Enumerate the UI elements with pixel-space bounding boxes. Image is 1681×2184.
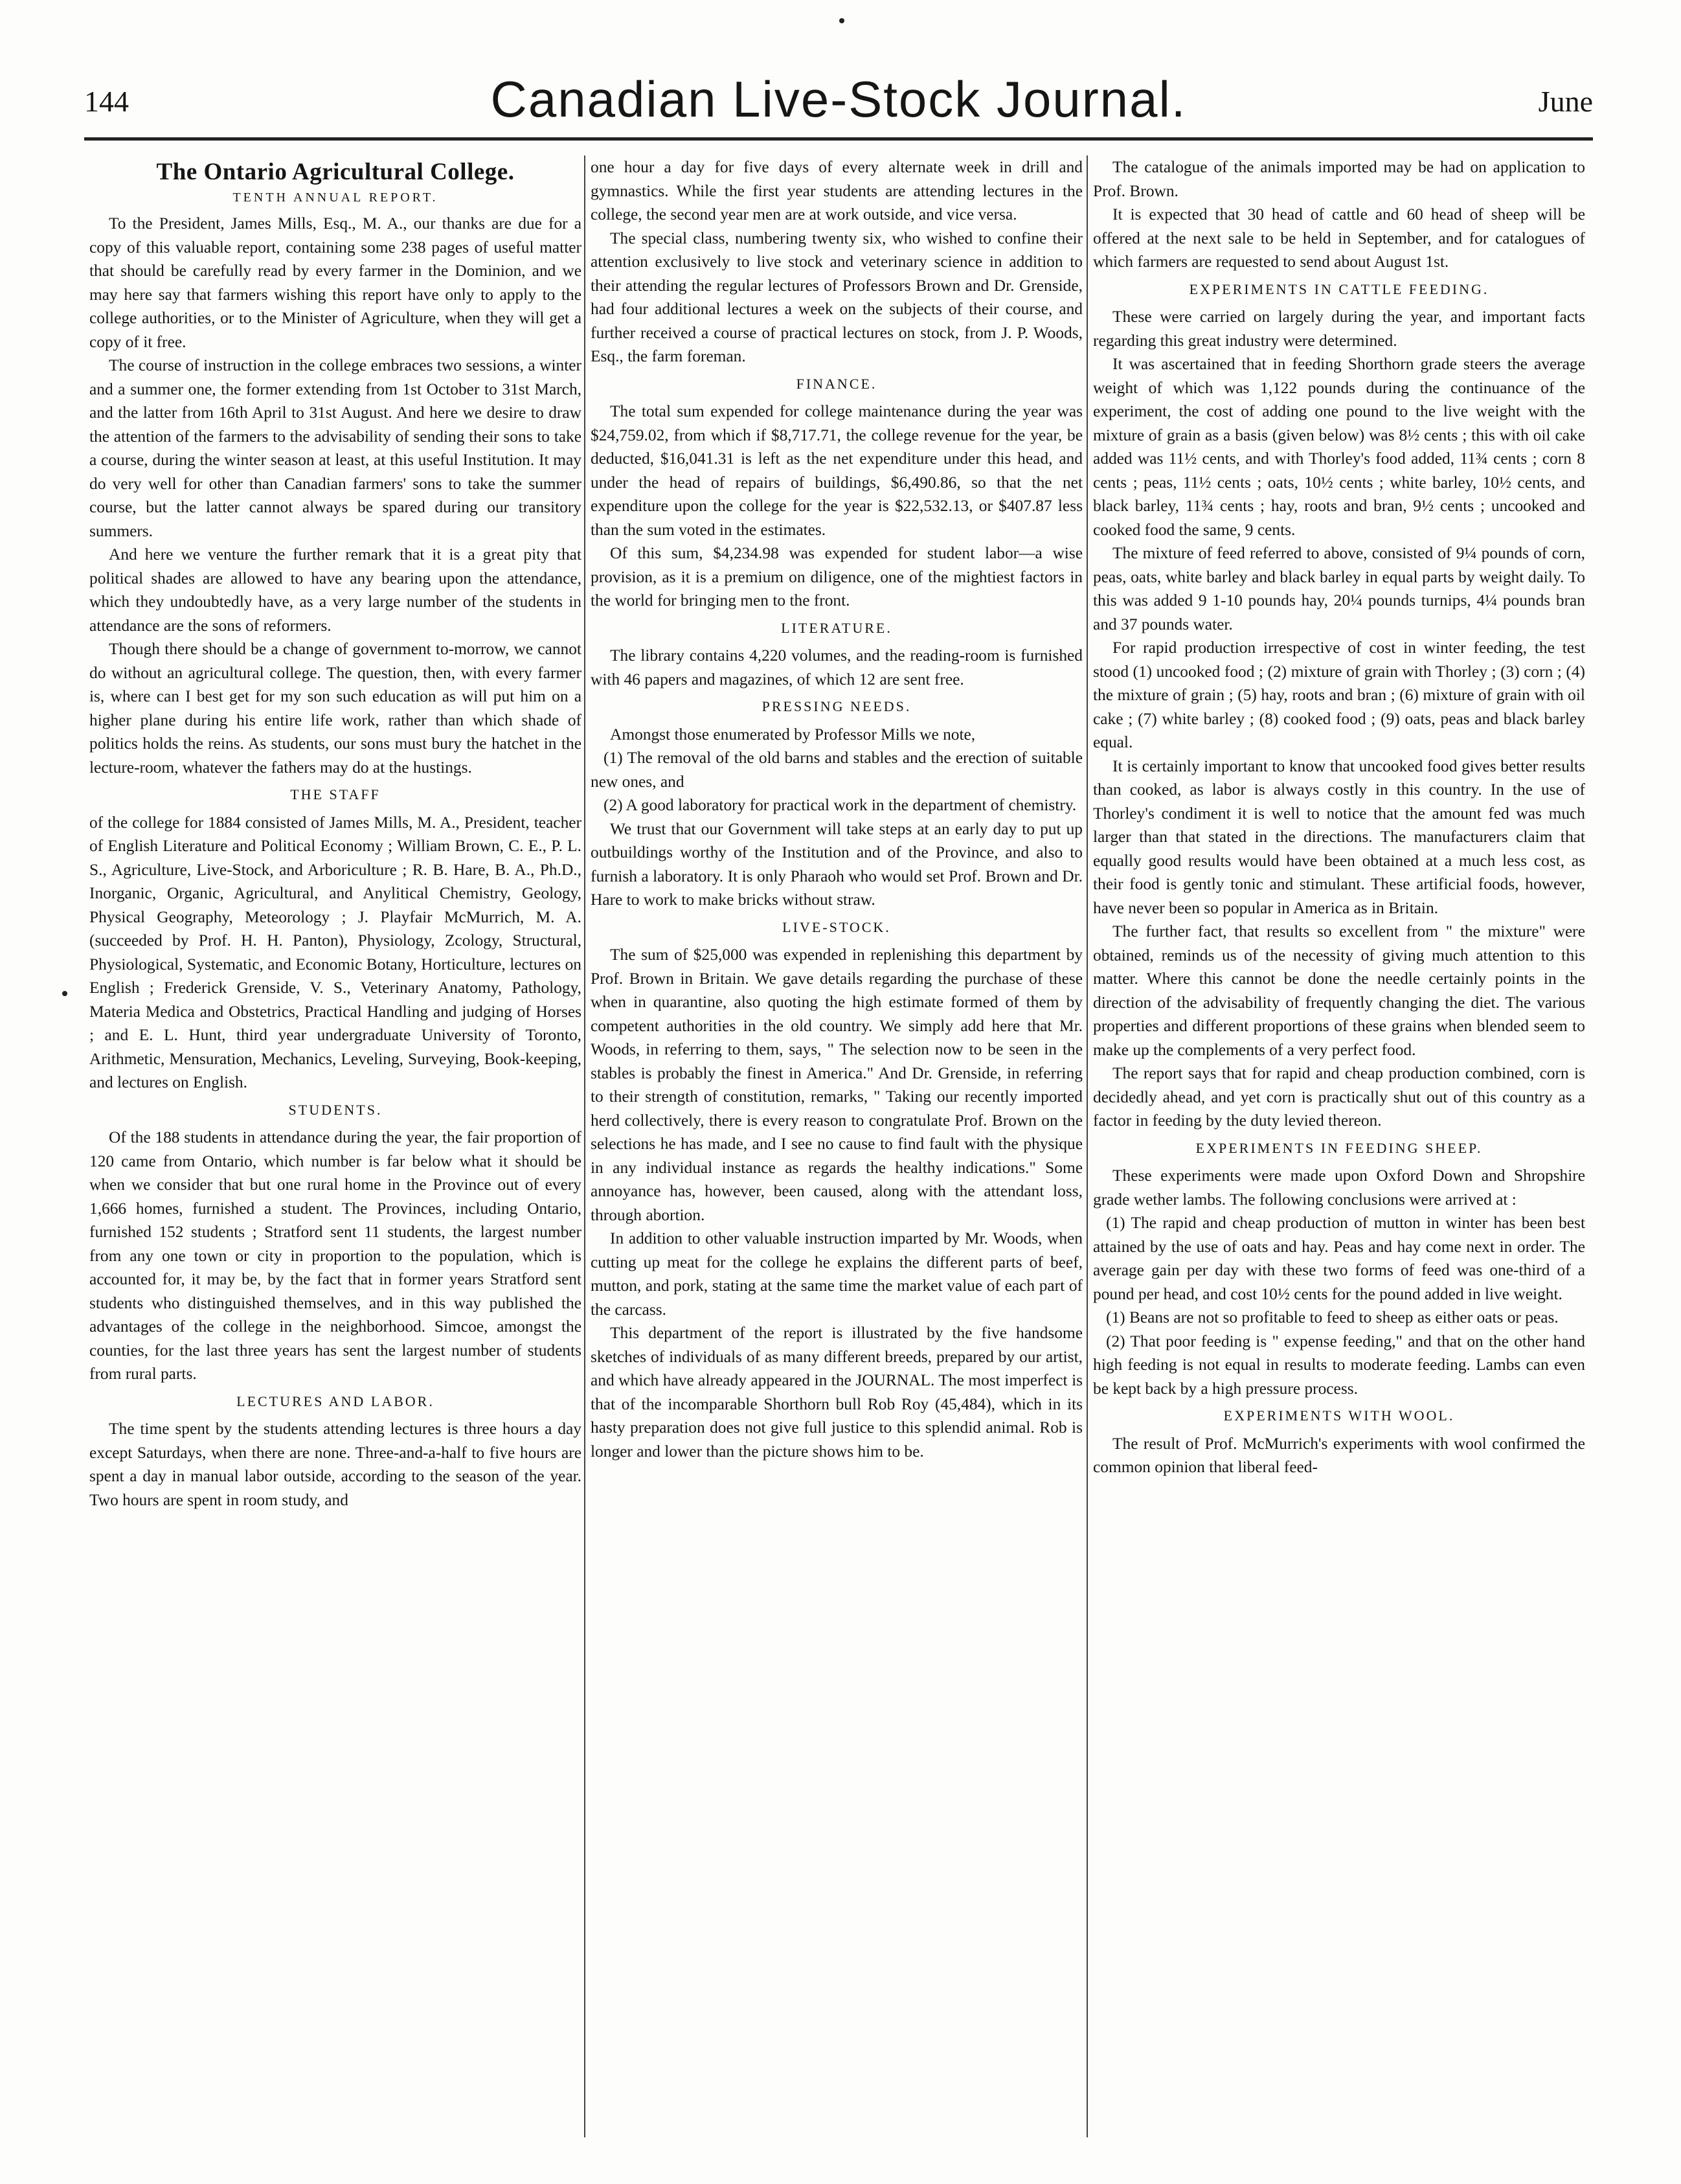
paragraph: The catalogue of the animals imported may be had on application to Prof. Brown. <box>1093 158 1585 200</box>
paragraph: Of the 188 students in attendance during the year, the fair proportion of 120 came from Ontario, which number is far below what it should be when we consider that but one rural home in the Province out of every 1,666 homes, furnished a student. The Provinces, including Ontario, furnished 152 students ; Stratford sent 11 students, the largest number from any one town or city in proportion to the population, which is accounted for, it may be, by the fact that in former years Stratford sent students who distinguished themselves, and in this way published the advantages of the college in the neighborhood. Simcoe, amongst the counties, for the last three years has sent the largest number of students from rural parts. <box>89 1128 581 1383</box>
paragraph: We trust that our Government will take steps at an early day to put up outbuildings worthy of the Institution and of the Province, and also to furnish a laboratory. It is only Pharaoh who would set Prof. Brown and Dr. Hare to work to make bricks without straw. <box>591 819 1083 909</box>
list-item: (1) The rapid and cheap production of mutton in winter has been best attained by the use of oats and hay. Peas and hay come next in order. The average gain per day with these two forms of feed was one-third of a pound per head, and cost 10½ cents for the pound added in live weight. <box>1093 1214 1585 1303</box>
paragraph: Amongst those enumerated by Professor Mills we note, <box>610 725 976 744</box>
paragraph: In addition to other valuable instruction imparted by Mr. Woods, when cutting up meat for the college he explains the different parts of beef, mutton, and pork, stating at the same time the market value of each part of the carcass. <box>591 1229 1083 1319</box>
list-item: (2) That poor feeding is " expense feeding," and that on the other hand high feeding is not equal in results to moderate feeding. Lambs can even be kept back by a high pressure process. <box>1093 1332 1585 1398</box>
column-3 <box>1093 155 1585 2144</box>
paragraph: It was ascertained that in feeding Shorthorn grade steers the average weight of which was 1,122 pounds during the continuance of the experiment, the cost of adding one pound to the live weight with the mixture of grain as a basis (given below) was 8½ cents ; this with oil cake added was 11½ cents, and with Thorley's food added, 11¾ cents ; corn 8 cents ; peas, 11½ cents ; oats, 10½ cents ; white barley, 10½ cents, and black barley, 11¾ cents ; hay, roots and bran, 9½ cents ; uncooked and cooked food the same, 9 cents. <box>1093 355 1585 539</box>
section-heading: EXPERIMENTS WITH WOOL. <box>1223 1407 1455 1424</box>
article-title: The Ontario Agricultural College. <box>156 159 515 185</box>
list-item: (1) The removal of the old barns and stables and the erection of suitable new ones, and <box>591 749 1083 791</box>
section-heading: STUDENTS. <box>288 1101 383 1118</box>
column-2 <box>591 155 1083 2144</box>
page-number: 144 <box>84 85 129 118</box>
paragraph: These experiments were made upon Oxford Down and Shropshire grade wether lambs. The following conclusions were arrived at : <box>1093 1166 1585 1209</box>
paragraph: It is certainly important to know that uncooked food gives better results than cooked, as labor is always costly in this country. In the use of Thorley's condiment it is well to notice that the amount fed was much larger than that stated in the directions. The manufacturers claim that equally good results would have been obtained at a much less cost, as their food is gently tonic and stimulant. These artificial foods, however, have never been so popular in America as in Britain. <box>1093 756 1585 917</box>
paragraph: The total sum expended for college maintenance during the year was $24,759.02, from which if $8,717.71, the college revenue for the year, be deducted, $16,041.31 is left as the net expenditure under this head, and under the head of repairs of buildings, $6,490.86, so that the net expenditure upon the college for the year is $22,532.13, or $407.87 less than the sum voted in the estimates. <box>591 402 1083 539</box>
paragraph: Of this sum, $4,234.98 was expended for student labor—a wise provision, as it is a premium on diligence, one of the mightiest factors in the world for bringing men to the front. <box>591 544 1083 609</box>
page-header <box>84 65 1593 136</box>
section-heading: LIVE-STOCK. <box>782 918 891 935</box>
list-item: (1) Beans are not so profitable to feed to sheep as either oats or peas. <box>1106 1308 1559 1326</box>
paragraph: Though there should be a change of government to-morrow, we cannot do without an agricultural college. The question, then, with every farmer is, where can I best get for my son such education as will put him on a higher plane during his entire life work, rather than which shade of politics holds the reins. As students, our sons must bury the hatchet in the lecture-room, whatever the fathers may do at the hustings. <box>89 640 581 777</box>
column-1 <box>89 155 581 2144</box>
paragraph: These were carried on largely during the year, and important facts regarding this great industry were determined. <box>1093 308 1585 350</box>
section-heading: LECTURES AND LABOR. <box>236 1393 434 1409</box>
paragraph: This department of the report is illustrated by the five handsome sketches of individuals of as many different breeds, prepared by our artist, and which have already appeared in the JOURNAL. The most imperfect is that of the incomparable Shorthorn bull Rob Roy (45,484), which in its hasty preparation does not give full justice to this splendid animal. Rob is longer and lower than the picture shows him to be. <box>591 1324 1083 1461</box>
section-heading: FINANCE. <box>796 375 877 392</box>
issue-month: June <box>1538 85 1593 118</box>
paragraph: It is expected that 30 head of cattle and 60 head of sheep will be offered at the next sale to be held in September, and for catalogues of which farmers are requested to send about August 1st. <box>1093 205 1585 271</box>
paragraph: For rapid production irrespective of cost in winter feeding, the test stood (1) uncooked food ; (2) mixture of grain with Thorley ; (3) corn ; (4) the mixture of grain ; (5) hay, roots and bran ; (6) mixture of grain with oil cake ; (7) white barley ; (8) cooked food ; (9) oats, peas and black barley equal. <box>1093 639 1585 751</box>
section-heading: PRESSING NEEDS. <box>762 698 912 714</box>
journal-title: Canadian Live-Stock Journal. <box>490 71 1187 128</box>
section-heading: THE STAFF <box>290 786 381 802</box>
paragraph: To the President, James Mills, Esq., M. A., our thanks are due for a copy of this valuable report, containing some 238 pages of useful matter that should be carefully read by every farmer in the Dominion, and we may here say that farmers wishing this report have only to apply to the college authorities, or to the Minister of Agriculture, when they will get a copy of it free. <box>89 214 581 351</box>
paragraph: The course of instruction in the college embraces two sessions, a winter and a summer one, the former extending from 1st October to 31st March, and the latter from 16th April to 31st August. And here we desire to draw the attention of the farmers to the advisability of sending their sons to take a course, during the winter season at least, at this useful Institution. It may do very well for other than Canadian farmers' sons to take the summer course, but the latter cannot always be spared during our transitory summers. <box>89 356 581 540</box>
paragraph: The mixture of feed referred to above, consisted of 9¼ pounds of corn, peas, oats, white barley and black barley in equal parts by weight daily. To this was added 9 1-10 pounds hay, 20¼ pounds turnips, 4¼ pounds bran and 37 pounds water. <box>1093 544 1585 633</box>
paragraph: The sum of $25,000 was expended in replenishing this department by Prof. Brown in Britain. We gave details regarding the purchase of these when in quarantine, also quoting the high estimate formed of them by competent authorities in the old country. We simply add here that Mr. Woods, in referring to them, says, " The selection now to be seen in the stables is probably the finest in America." And Dr. Grenside, in referring to their strength of constitution, remarks, " Taking our recently imported herd collectively, there is every reason to congratulate Prof. Brown on the selections he has made, and I see no cause to find fault with the physique in any individual instance as regards the healthy indications." Some annoyance has, however, been caused, along with the attendant loss, through abortion. <box>591 946 1083 1224</box>
paragraph: And here we venture the further remark that it is a great pity that political shades are allowed to have any bearing upon the attendance, which they undoubtedly have, as a very large number of the students in attendance are the sons of reformers. <box>89 545 581 635</box>
decorative-dot <box>62 991 67 996</box>
paragraph: The library contains 4,220 volumes, and the reading-room is furnished with 46 papers and magazines, of which 12 are sent free. <box>591 646 1083 688</box>
paragraph: of the college for 1884 consisted of James Mills, M. A., President, teacher of English Literature and Political Economy ; William Brown, C. E., P. L. S., Agriculture, Live-Stock, and Arboriculture ; R. B. Hare, B. A., Ph.D., Inorganic, Organic, Agricultural, and Anylitical Chemistry, Geology, Physical Geography, Meteorology ; J. Playfair McMurrich, M. A. (succeeded by Prof. H. H. Panton), Physiology, Zcology, Structural, Physiological, Systematic, and Economic Botany, Horticulture, lectures on English ; Frederick Grenside, V. S., Veterinary Anatomy, Pathology, Materia Medica and Obstetrics, Practical Handling and judging of Horses ; and E. L. Hunt, third year undergraduate University of Toronto, Arithmetic, Mensuration, Mechanics, Leveling, Surveying, Book-keeping, and lectures on English. <box>89 813 581 1091</box>
section-heading: EXPERIMENTS IN FEEDING SHEEP. <box>1195 1139 1483 1156</box>
paragraph: The further fact, that results so excellent from " the mixture" were obtained, reminds us of the necessity of giving much attention to this matter. Where this cannot be done the needle certainly points in the direction of the advisability of frequently changing the diet. The various properties and different proportions of these grains when blended seem to make up the complements of a very perfect food. <box>1093 922 1585 1059</box>
section-heading: EXPERIMENTS IN CATTLE FEEDING. <box>1189 280 1489 297</box>
paragraph: one hour a day for five days of every alternate week in drill and gymnastics. While the first year students are attending lectures in the college, the second year men are at work outside, and vice versa. <box>591 158 1083 223</box>
header-rule <box>84 137 1593 141</box>
paragraph: The report says that for rapid and cheap production combined, corn is decidedly ahead, and yet corn is practically shut out of this country as a factor in feeding by the duty levied thereon. <box>1093 1064 1585 1130</box>
paragraph: The result of Prof. McMurrich's experiments with wool confirmed the common opinion that liberal feed- <box>1093 1434 1585 1476</box>
decorative-dot <box>839 18 844 23</box>
list-item: (2) A good laboratory for practical work in the department of chemistry. <box>604 796 1077 814</box>
paragraph: The special class, numbering twenty six, who wished to confine their attention exclusively to live stock and veterinary science in addition to their attending the regular lectures of Professors Brown and Dr. Grenside, had four additional lectures a week on the subjects of their course, and further received a course of practical lectures on stock, from J. P. Woods, Esq., the farm foreman. <box>591 229 1083 365</box>
column-divider <box>584 155 585 2137</box>
section-heading: LITERATURE. <box>781 619 892 636</box>
paragraph: The time spent by the students attending lectures is three hours a day except Saturdays, when there are none. Three-and-a-half to five hours are spent a day in manual labor outside, according to the season of the year. Two hours are spent in room study, and <box>89 1420 581 1509</box>
column-divider <box>1087 155 1088 2137</box>
article-subtitle: TENTH ANNUAL REPORT. <box>232 190 438 205</box>
